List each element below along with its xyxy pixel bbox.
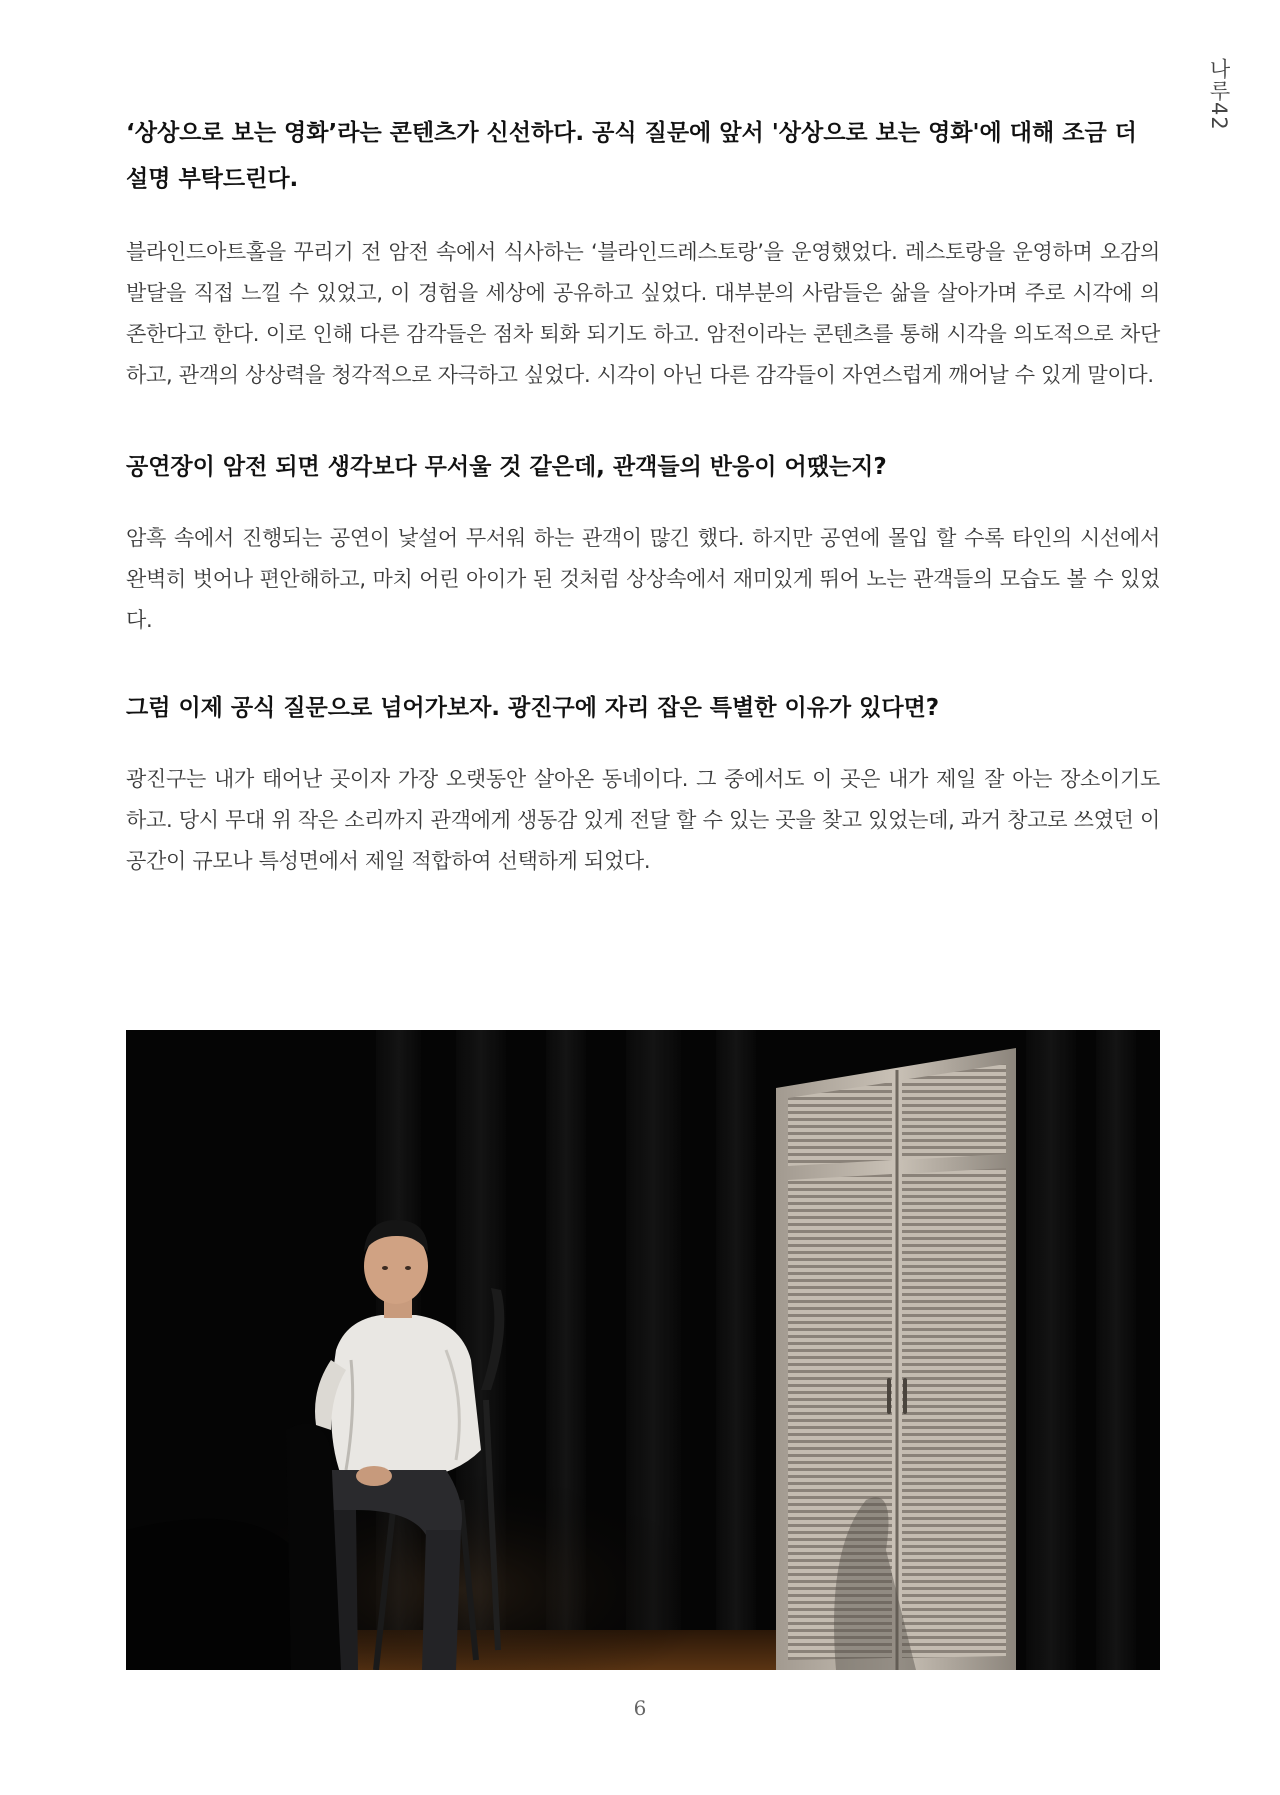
interview-answer-1: 블라인드아트홀을 꾸리기 전 암전 속에서 식사하는 ‘블라인드레스토랑’을 운영했었다. 레스토랑을 운영하며 오감의 발달을 직접 느낄 수 있었고, 이 경험을 세상에 공유하고 싶었다. 대부분의 사람들은 삶을 살아가며 주로 시각에 의존한다고 한다. 이로 인해 다른 감각들은 점차 퇴화 되기도 하고. 암전이라는 콘텐츠를 통해 시각을 의도적으로 차단하고, 관객의 상상력을 청각적으로 자극하고 싶었다. 시각이 아닌 다른 감각들이 자연스럽게 깨어날 수 있게 말이다. [126,240,1160,387]
side-section-label: 나루42 [1207,58,1231,131]
page-number: 6 [633,1696,647,1720]
interview-answer-2: 암흑 속에서 진행되는 공연이 낯설어 무서워 하는 관객이 많긴 했다. 하지만 공연에 몰입 할 수록 타인의 시선에서 완벽히 벗어나 편안해하고, 마치 어린 아이가 된 것처럼 상상속에서 재미있게 뛰어 노는 관객들의 모습도 볼 수 있었다. [126,526,1160,632]
stage-photo-illustration [126,1030,1160,1670]
interview-content [126,110,1160,882]
interview-question-1: ‘상상으로 보는 영화’라는 콘텐츠가 신선하다. 공식 질문에 앞서 '상상으로 보는 영화'에 대해 조금 더 설명 부탁드린다. [126,120,1137,192]
interview-question-3: 그럼 이제 공식 질문으로 넘어가보자. 광진구에 자리 잡은 특별한 이유가 있다면? [126,695,940,721]
interview-question-2: 공연장이 암전 되면 생각보다 무서울 것 같은데, 관객들의 반응이 어땠는지? [126,454,887,480]
interview-photo [126,1030,1160,1670]
interview-answer-3: 광진구는 내가 태어난 곳이자 가장 오랫동안 살아온 동네이다. 그 중에서도 이 곳은 내가 제일 잘 아는 장소이기도 하고. 당시 무대 위 작은 소리까지 관객에게 생동감 있게 전달 할 수 있는 곳을 찾고 있었는데, 과거 창고로 쓰였던 이 공간이 규모나 특성면에서 제일 적합하여 선택하게 되었다. [126,767,1160,873]
